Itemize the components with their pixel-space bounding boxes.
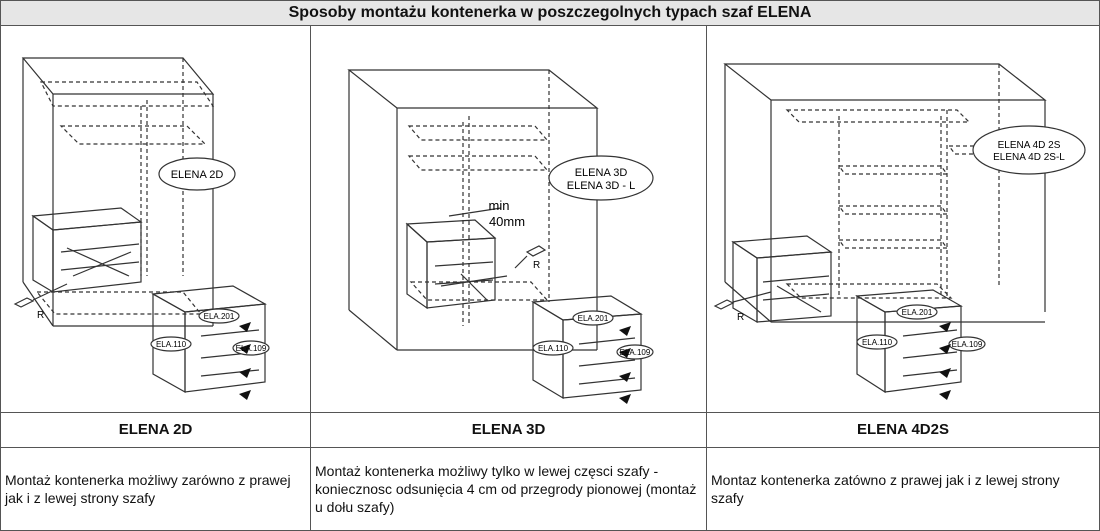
description-elena-4d2s: Montaz kontenerka zatówno z prawej jak i z lewej strony szafy	[711, 472, 1060, 506]
wardrobe-top	[23, 58, 213, 94]
container-installed	[733, 236, 831, 258]
model-name-elena-2d: ELENA 2D	[1, 413, 311, 448]
description-cell-elena-3d	[311, 448, 707, 531]
diagram-elena-2d	[1, 26, 310, 412]
wardrobe-top	[349, 70, 597, 108]
model-label-1: ELENA 3D	[574, 167, 628, 179]
model-name-elena-3d: ELENA 3D	[311, 413, 707, 448]
part-label-side: ELA.110	[537, 344, 569, 353]
model-label-2: ELENA 3D - L	[566, 180, 636, 192]
description-elena-2d: Montaż kontenerka możliwy zarówno z prawej jak i z lewej strony szafy	[5, 472, 291, 506]
part-label-top: ELA.201	[203, 312, 235, 321]
description-elena-3d: Montaż kontenerka możliwy tylko w lewej częsci szafy - koniecznosc odsunięcia 4 cm od przegrody pionowej (montaż u dołu szafy)	[315, 463, 697, 515]
screw-icon	[15, 298, 33, 307]
part-label-side: ELA.110	[155, 340, 187, 349]
page-title: Sposoby montażu kontenerka w poszczegolnych typach szaf ELENA	[1, 1, 1100, 26]
measure-label-min: min	[488, 198, 510, 213]
screw-icon	[715, 300, 733, 309]
diagram-elena-3d	[311, 26, 706, 412]
description-cell-elena-2d	[1, 448, 311, 531]
diagram-cell-elena-4d2s	[707, 26, 1100, 413]
model-label: ELENA 2D	[170, 169, 224, 181]
diagram-cell-elena-3d	[311, 26, 707, 413]
description-cell-elena-4d2s	[707, 448, 1100, 531]
screw-label: R	[737, 312, 745, 323]
diagram-elena-4d2s	[707, 26, 1099, 412]
screw-label: R	[533, 260, 541, 271]
model-name-elena-4d2s: ELENA 4D2S	[707, 413, 1100, 448]
part-label-right: ELA.109	[619, 348, 651, 357]
diagram-cell-elena-2d	[1, 26, 311, 413]
container-loose	[153, 286, 265, 312]
part-label-right: ELA.109	[951, 340, 983, 349]
part-label-side: ELA.110	[861, 338, 893, 347]
measure-label-distance: 40mm	[488, 214, 526, 229]
wardrobe-top	[725, 64, 1045, 100]
screw-icon	[527, 246, 545, 256]
part-label-top: ELA.201	[901, 308, 933, 317]
part-label-right: ELA.109	[235, 344, 267, 353]
model-label-2: ELENA 4D 2S-L	[993, 152, 1065, 163]
model-label-1: ELENA 4D 2S	[997, 140, 1061, 151]
part-label-top: ELA.201	[577, 314, 609, 323]
screw-label: R	[37, 310, 45, 321]
